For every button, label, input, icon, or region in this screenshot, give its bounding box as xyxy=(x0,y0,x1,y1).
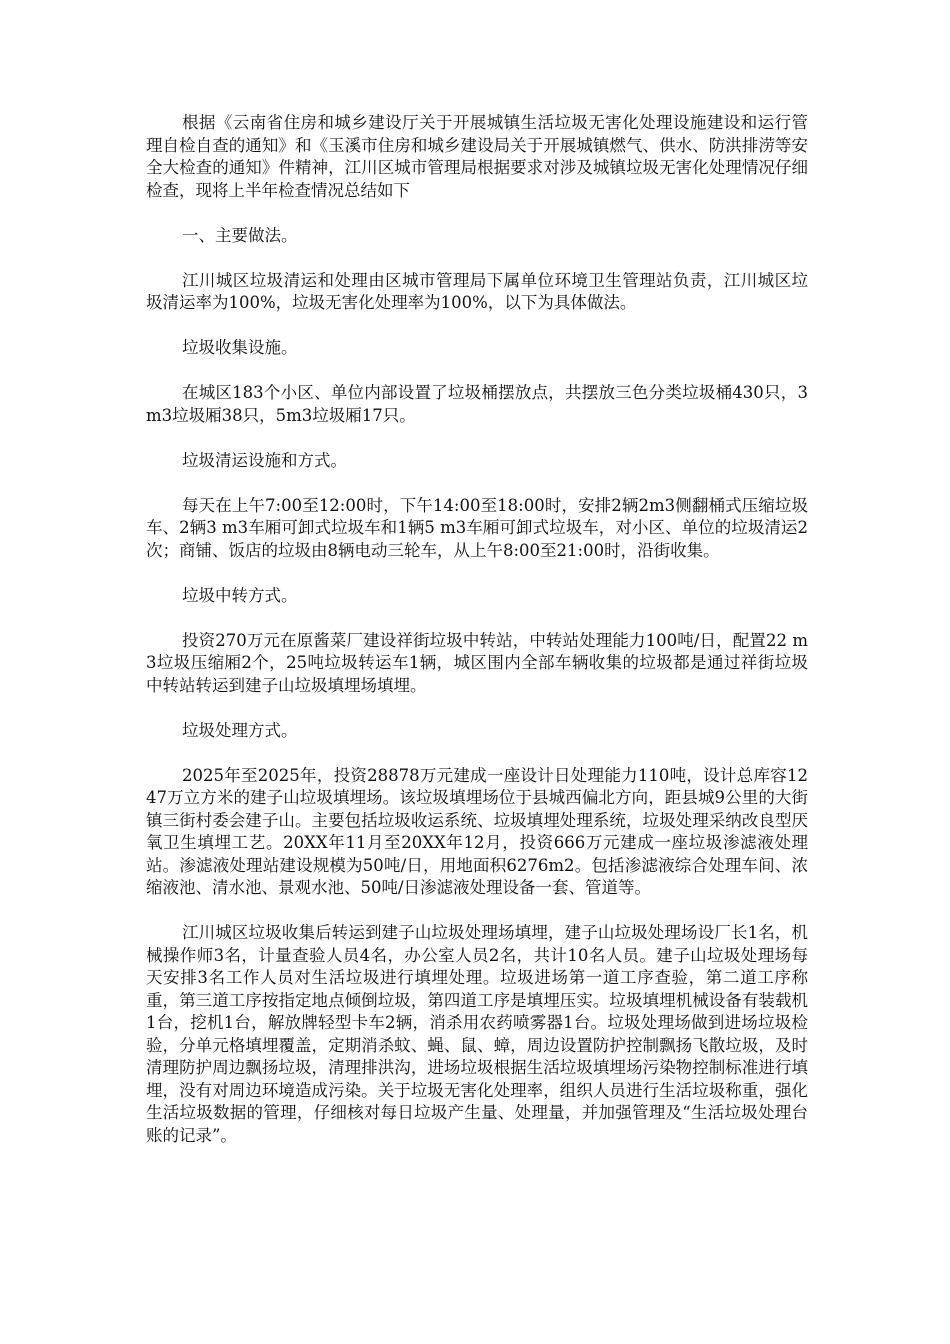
subheading-transfer-methods: 垃圾中转方式。 xyxy=(182,585,298,605)
intro-paragraph: 根据《云南省住房和城乡建设厅关于开展城镇生活垃圾无害化处理设施建设和运行管理自检自查的通知》和《玉溪市住房和城乡建设局关于开展城镇燃气、供水、防洪排涝等安全大检查的通知》件精神，江川区城市管理局根据要求对涉及城镇垃圾无害化处理情况仔细检查，现将上半年检查情况总结如下 xyxy=(146,113,808,200)
collection-facilities-paragraph: 在城区183个小区、单位内部设置了垃圾桶摆放点，共摆放三色分类垃圾桶430只，3 m3垃圾厢38只，5m3垃圾厢17只。 xyxy=(146,383,808,425)
section-heading-main-practices: 一、主要做法。 xyxy=(182,225,298,245)
subheading-transport-methods: 垃圾清运设施和方式。 xyxy=(182,450,347,470)
landfill-operations-paragraph: 江川城区垃圾收集后转运到建子山垃圾处理场填埋，建子山垃圾处理场设厂长1名，机械操作师3名，计量查验人员4名，办公室人员2名，共计10名人员。建子山垃圾处理场每天安排3名工作人员对生活垃圾进行填埋处理。垃圾进场第一道工序查验，第二道工序称重，第三道工序按指定地点倾倒垃圾，第四道工序是填埋压实。垃圾填埋机械设备有装载机1台，挖机1台，解放牌轻型卡车2辆，消杀用农药喷雾器1台。垃圾处理场做到进场垃圾检验，分单元格填埋覆盖，定期消杀蚊、蝇、鼠、蟑，周边设置防护控制飘扬飞散垃圾，及时清理防护周边飘扬垃圾，清理排洪沟，进场垃圾根据生活垃圾填埋场污染物控制标准进行填埋，没有对周边环境造成污染。关于垃圾无害化处理率，组织人员进行生活垃圾称重，强化生活垃圾数据的管理，仔细核对每日垃圾产生量、处理量，并加强管理及“生活垃圾处理台账的记录”。 xyxy=(146,923,808,1145)
overview-paragraph: 江川城区垃圾清运和处理由区城市管理局下属单位环境卫生管理站负责，江川城区垃圾清运率为100%，垃圾无害化处理率为100%，以下为具体做法。 xyxy=(146,270,808,312)
document-page xyxy=(146,112,808,1170)
transfer-methods-paragraph: 投资270万元在原酱菜厂建设祥街垃圾中转站，中转站处理能力100吨/日，配置22 m3垃圾压缩厢2个，25吨垃圾转运车1辆，城区围内全部车辆收集的垃圾都是通过祥街垃圾中转站转运到建子山垃圾填埋场填埋。 xyxy=(146,630,808,695)
subheading-disposal-methods: 垃圾处理方式。 xyxy=(182,720,298,740)
transport-methods-paragraph: 每天在上午7:00至12:00时，下午14:00至18:00时，安排2辆2m3侧翻桶式压缩垃圾车、2辆3 m3车厢可卸式垃圾车和1辆5 m3车厢可卸式垃圾车，对小区、单位的垃圾清运2次；商铺、饭店的垃圾由8辆电动三轮车，从上午8:00至21:00时，沿街收集。 xyxy=(146,495,808,560)
subheading-collection-facilities: 垃圾收集设施。 xyxy=(182,338,298,357)
disposal-methods-paragraph: 2025年至2025年，投资28878万元建成一座设计日处理能力110吨，设计总库容1247万立方米的建子山垃圾填埋场。该垃圾填埋场位于县城西偏北方向，距县城9公里的大街镇三街村委会建子山。主要包括垃圾收运系统、垃圾填埋处理系统，垃圾处理采纳改良型厌氧卫生填埋工艺。20XX年11月至20XX年12月，投资666万元建成一座垃圾渗滤液处理站。渗滤液处理站建设规模为50吨/日，用地面积6276m2。包括渗滤液综合处理车间、浓缩液池、清水池、景观水池、50吨/日渗滤液处理设备一套、管道等。 xyxy=(146,765,808,897)
